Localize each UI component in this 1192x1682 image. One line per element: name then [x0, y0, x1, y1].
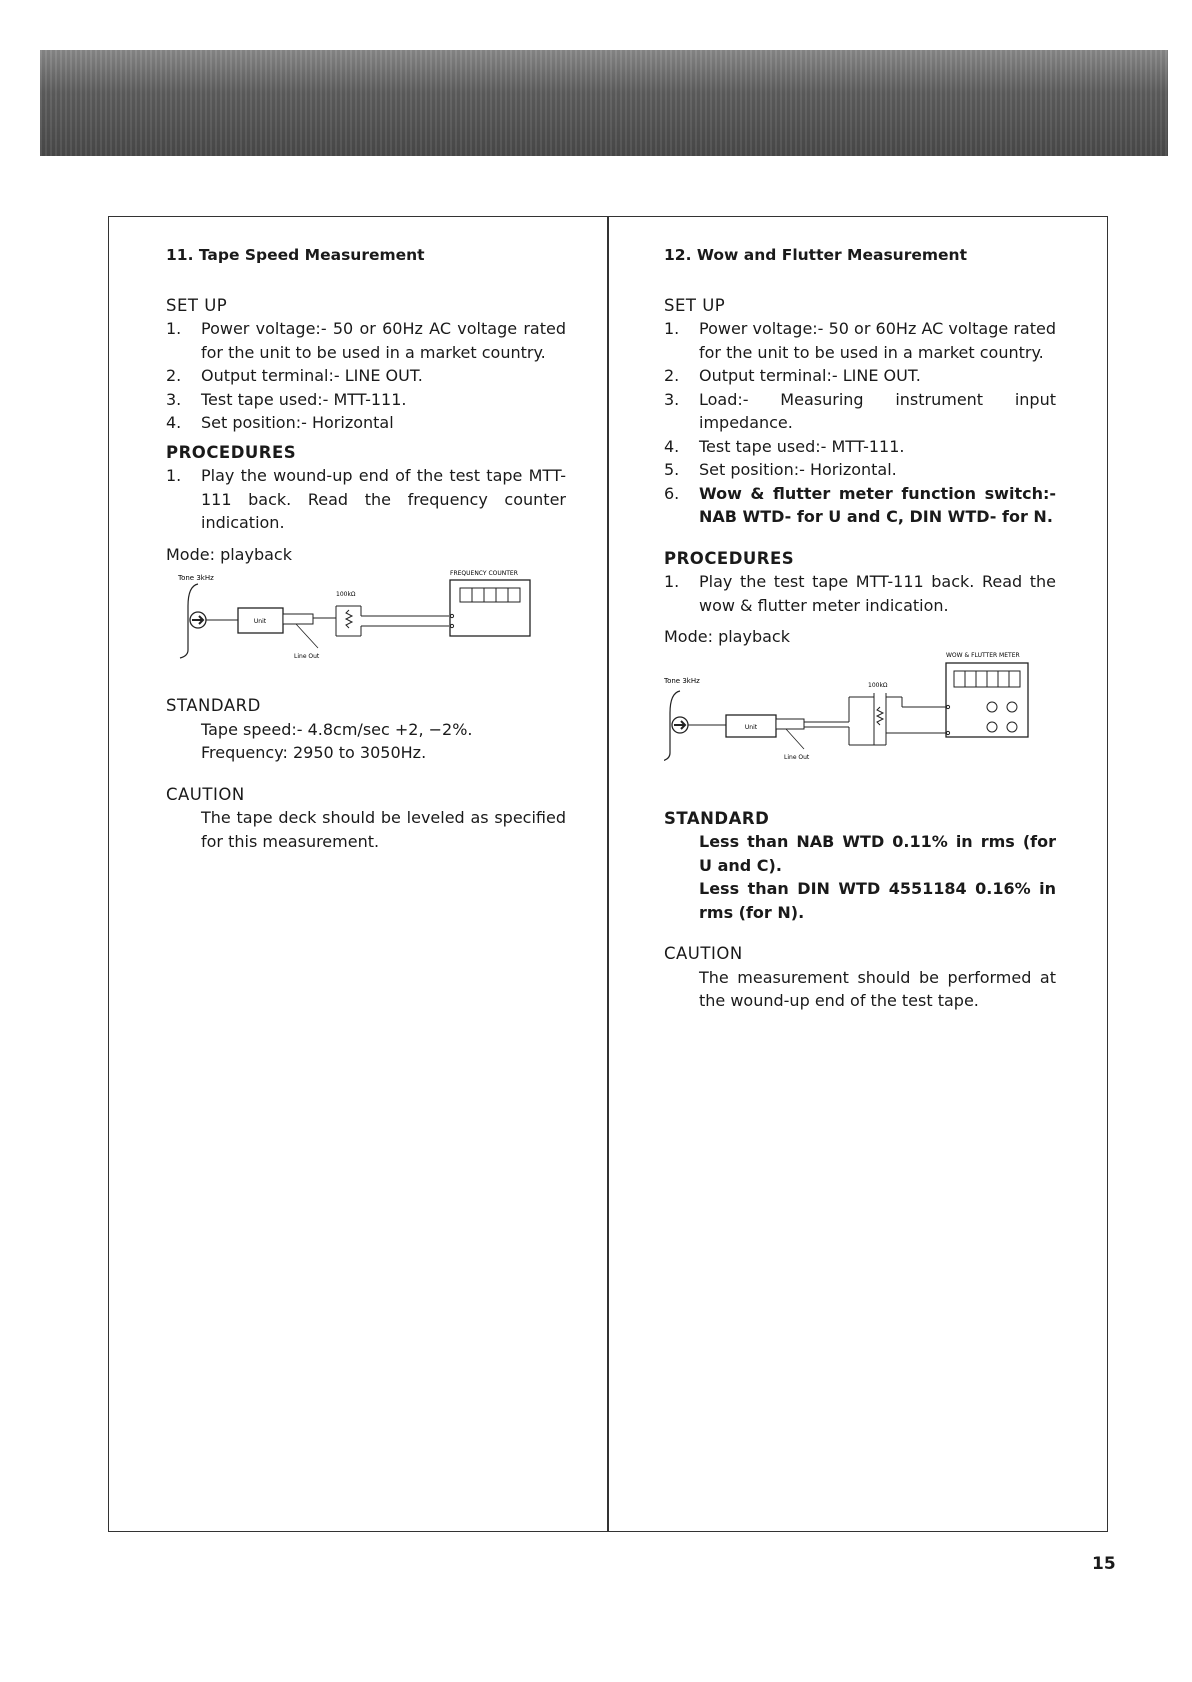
- list-item: [166, 464, 566, 535]
- item-number: 3.: [166, 389, 182, 409]
- unit-label: Unit: [744, 723, 758, 731]
- standard-heading: STANDARD: [664, 808, 770, 828]
- list-item: [664, 435, 1056, 459]
- caution-heading: CAUTION: [166, 784, 245, 804]
- standard-line: Frequency: 2950 to 3050Hz.: [201, 743, 427, 762]
- tape-speed-diagram: [166, 566, 566, 674]
- standard-block: [166, 718, 566, 765]
- item-text: Set position:- Horizontal: [201, 413, 394, 432]
- list-item: [664, 388, 1056, 435]
- wow-flutter-diagram: [664, 649, 1056, 769]
- mode-label: Mode: playback: [664, 627, 790, 646]
- list-item: [664, 458, 1056, 482]
- list-item: [166, 317, 566, 364]
- list-item: [166, 364, 566, 388]
- item-number: 2.: [664, 366, 680, 385]
- item-number: 4.: [166, 413, 182, 432]
- item-text: Test tape used:- MTT-111.: [699, 436, 905, 456]
- item-number: 4.: [664, 436, 680, 456]
- connection-diagram: [664, 649, 1056, 769]
- item-text: Output terminal:- LINE OUT.: [699, 366, 921, 385]
- connection-diagram: [166, 566, 566, 674]
- item-text: Play the test tape MTT-111 back. Read the wow & flutter meter indication.: [699, 572, 1056, 615]
- setup-heading: SET UP: [166, 295, 228, 315]
- item-number: 2.: [166, 366, 182, 385]
- header-banner: [40, 50, 1168, 156]
- arrow-icon: [674, 721, 685, 729]
- item-number: 3.: [664, 389, 680, 409]
- list-item: [664, 317, 1056, 364]
- tone-label: Tone 3kHz: [664, 676, 700, 685]
- item-number: 1.: [166, 319, 182, 338]
- procedure-list: [166, 464, 566, 535]
- item-text: Set position:- Horizontal.: [699, 460, 897, 479]
- standard-heading: STANDARD: [166, 696, 261, 715]
- list-item: [166, 388, 566, 412]
- procedures-heading: PROCEDURES: [664, 548, 795, 568]
- tone-label: Tone 3kHz: [178, 574, 214, 582]
- item-number: 5.: [664, 460, 680, 479]
- section-title: 12. Wow and Flutter Measurement: [664, 246, 967, 264]
- resistor-label: 100kΩ: [336, 591, 356, 598]
- item-text: Output terminal:- LINE OUT.: [201, 366, 423, 385]
- resistor-icon: [346, 610, 352, 628]
- arrow-icon: [192, 616, 203, 624]
- counter-display: [460, 588, 520, 602]
- list-item: [664, 364, 1056, 388]
- setup-list: [166, 317, 566, 435]
- item-number: 1.: [664, 319, 680, 338]
- procedures-heading: PROCEDURES: [166, 442, 297, 462]
- item-text: Power voltage:- 50 or 60Hz AC voltage rated for the unit to be used in a market country.: [201, 319, 566, 362]
- standard-block: [664, 830, 1056, 924]
- item-number: 1.: [664, 572, 680, 591]
- item-number: 1.: [166, 466, 182, 485]
- item-number: 6.: [664, 483, 680, 503]
- procedure-list: [664, 570, 1056, 617]
- section-tape-speed: [166, 244, 566, 853]
- line-out-label: Line Out: [784, 753, 810, 761]
- item-text: Wow & flutter meter function switch:-NAB WTD- for U and C, DIN WTD- for N.: [699, 483, 1056, 526]
- column-divider: [607, 216, 609, 1532]
- caution-heading: CAUTION: [664, 944, 743, 963]
- line-out-plug: [776, 719, 804, 729]
- item-text: Play the wound-up end of the test tape MTT-111 back. Read the frequency counter indication.: [201, 466, 566, 532]
- resistor-icon: [877, 707, 883, 725]
- resistor-label: 100kΩ: [868, 681, 888, 689]
- page-number: 15: [1092, 1554, 1116, 1574]
- instrument-label: WOW & FLUTTER METER: [946, 651, 1020, 659]
- setup-heading: SET UP: [664, 295, 726, 315]
- list-item: [664, 482, 1056, 529]
- caution-text: The tape deck should be leveled as specified for this measurement.: [201, 808, 566, 851]
- mode-label: Mode: playback: [166, 544, 292, 564]
- caution-text: The measurement should be performed at the wound-up end of the test tape.: [699, 967, 1056, 1010]
- line-out-label: Line Out: [294, 653, 320, 660]
- unit-label: Unit: [253, 618, 267, 625]
- line-out-plug: [283, 614, 313, 624]
- section-title: 11. Tape Speed Measurement: [166, 246, 425, 264]
- list-item: [166, 411, 566, 435]
- section-wow-flutter: [664, 244, 1056, 1013]
- standard-line: Less than DIN WTD 4551184 0.16% in rms (for N).: [699, 879, 1056, 922]
- setup-list: [664, 317, 1056, 529]
- instrument-label: FREQUENCY COUNTER: [450, 570, 518, 577]
- standard-line: Tape speed:- 4.8cm/sec +2, −2%.: [201, 719, 473, 739]
- standard-line: Less than NAB WTD 0.11% in rms (for U and C).: [699, 832, 1056, 875]
- item-text: Test tape used:- MTT-111.: [201, 389, 407, 409]
- list-item: [664, 570, 1056, 617]
- item-text: Load:- Measuring instrument input impedance.: [699, 389, 1056, 432]
- item-text: Power voltage:- 50 or 60Hz AC voltage rated for the unit to be used in a market country.: [699, 319, 1056, 362]
